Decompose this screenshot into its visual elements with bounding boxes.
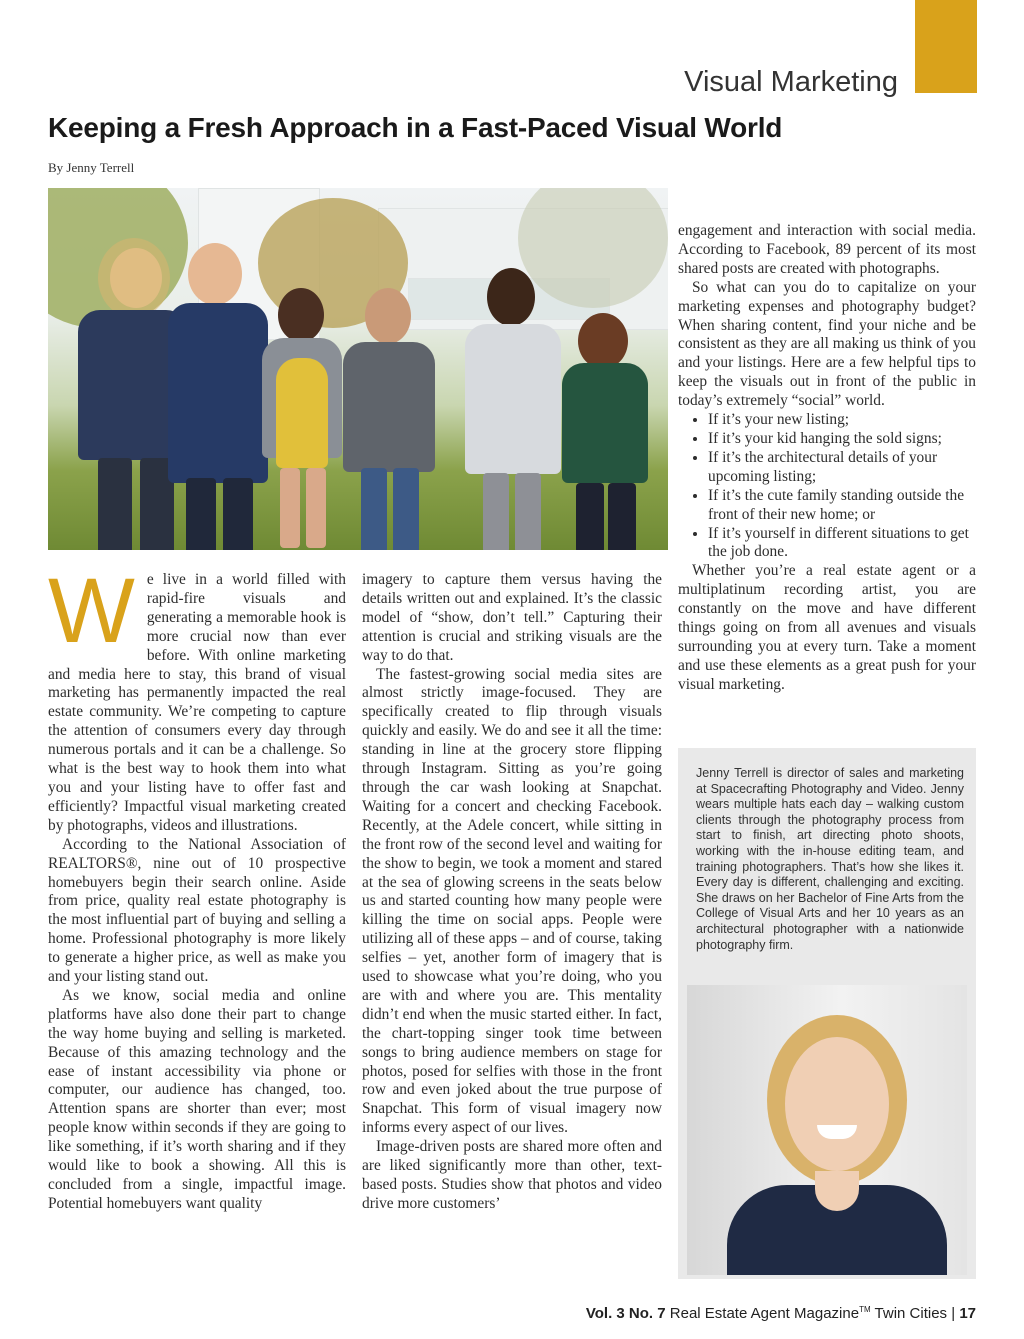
paragraph: As we know, social media and online platforms have also done their part to change the way home buying and selling is marketed. Because of this amazing technology and the ease of instant accessibility via phone or computer, our audience has changed, too. Attention spans are shorter than ever; most people know within seconds if they are going to like something, if it’s worth sharing and if they would like to book a showing. All this is concluded from a single, impactful image. Potential homebuyers want quality	[48, 986, 346, 1212]
drop-cap: W	[48, 560, 135, 662]
list-item: • If it’s your new listing;	[708, 411, 976, 430]
paragraph: Whether you’re a real estate agent or a multiplatinum recording artist, you are constantly on the move and have different things going on from all avenues and visuals surrounding you at every turn. Take a moment and use these elements as a great push for your visual marketing.	[678, 562, 976, 693]
paragraph: Image-driven posts are shared more often and are liked significantly more than other, text-based posts. Studies show that photos and video drive more customers’	[362, 1138, 662, 1212]
paragraph: engagement and interaction with social media. According to Facebook, 89 percent of its most shared posts are created with photographs.	[678, 222, 976, 277]
trademark: TM	[859, 1305, 871, 1314]
author-bio-text: Jenny Terrell is director of sales and marketing at Spacecrafting Photography and Video. Jenny wears multiple hats each day – walking custom clients through the photography process from start to finish, art directing photo shoots, working with the in-house editing team, and training photographers. That’s how she likes it. Every day is different, challenging and exciting. She draws on her Bachelor of Fine Arts from the College of Visual Arts and her 10 years as an architectural photographer with a nationwide photography firm.	[696, 766, 964, 952]
list-item: • If it’s the cute family standing outside the front of their new home; or	[708, 487, 976, 525]
accent-block	[915, 0, 977, 93]
paragraph: e live in a world filled with rapid-fire visuals and generating a memorable hook is more crucial now than ever before. With online marketing and media here to stay, this brand of visual marketing has permanently impacted the real estate community. We’re competing to capture the attention of consumers every day through numerous portals and it can be a challenge. So what is the best way to hook them into what you and your listing have to offer fast and efficiently? Impactful visual marketing created by photographs, videos and illustrations.	[48, 571, 346, 834]
byline: By Jenny Terrell	[48, 160, 135, 175]
magazine-name: Real Estate Agent Magazine	[669, 1305, 860, 1322]
paragraph: So what can you do to capitalize on your marketing expenses and photography budget? When sharing content, find your niche and be consistent as they are all making us think of you and your listings. Here are a few helpful tips to keep the visuals out in front of the public in today’s extremely “social” world.	[678, 278, 976, 410]
group-of-people-using-smartphones-photo	[48, 188, 668, 550]
issue-number: Vol. 3 No. 7	[585, 1305, 666, 1322]
article-column-2	[362, 571, 662, 1214]
headline: Keeping a Fresh Approach in a Fast-Paced Visual World	[48, 112, 783, 143]
article-column-3	[678, 222, 976, 695]
city-name: Twin Cities	[874, 1305, 948, 1322]
tips-list	[678, 411, 976, 562]
list-item: • If it’s yourself in different situations to get the job done.	[708, 525, 976, 563]
paragraph: imagery to capture them versus having the details written out and explained. It’s the classic model of “show, don’t tell.” Capturing their attention is crucial and striking visuals are the way to do that.	[362, 571, 662, 664]
list-item: • If it’s the architectural details of your upcoming listing;	[708, 449, 976, 487]
paragraph: The fastest-growing social media sites are almost strictly image-focused. They are specifically created to flip through visuals quickly and easily. We do and see it all the time: standing in line at the grocery store flipping through Instagram. Sitting as you’re going through the car wash looking at Snapchat. Waiting for a concert and checking Facebook. Recently, at the Adele concert, while sitting in the front row of the second level and waiting for the show to begin, we took a moment and stared at the sea of glowing screens in the seats below us and started counting how many people were killing the time on social apps. People were utilizing all of these apps – and of course, taking selfies – yet, another form of imagery that is used to showcase what you’re doing, who you are with and where you are. This mentality didn’t end when the music started either. In fact, the chart-topping singer took time between songs to bring audience members on stage for photos, posed for selfies with those in the front row and even joked about the true purpose of Snapchat. This form of visual imagery now informs every aspect of our lives.	[362, 665, 662, 1137]
page-footer	[586, 1305, 976, 1322]
author-bio-box	[678, 748, 976, 1279]
footer-separator: |	[951, 1305, 956, 1322]
paragraph: According to the National Association of REALTORS®, nine out of 10 prospective homebuyers begin their search online. Aside from price, quality real estate photography is the most influential part of buying and selling a home. Professional photography is more likely to generate a higher price, as well as make you and your listing stand out.	[48, 835, 346, 986]
article-column-1	[48, 560, 346, 1214]
section-label: Visual Marketing	[684, 66, 898, 98]
page-number: 17	[959, 1305, 976, 1322]
author-headshot-photo	[687, 985, 967, 1275]
list-item: • If it’s your kid hanging the sold signs;	[708, 430, 976, 449]
